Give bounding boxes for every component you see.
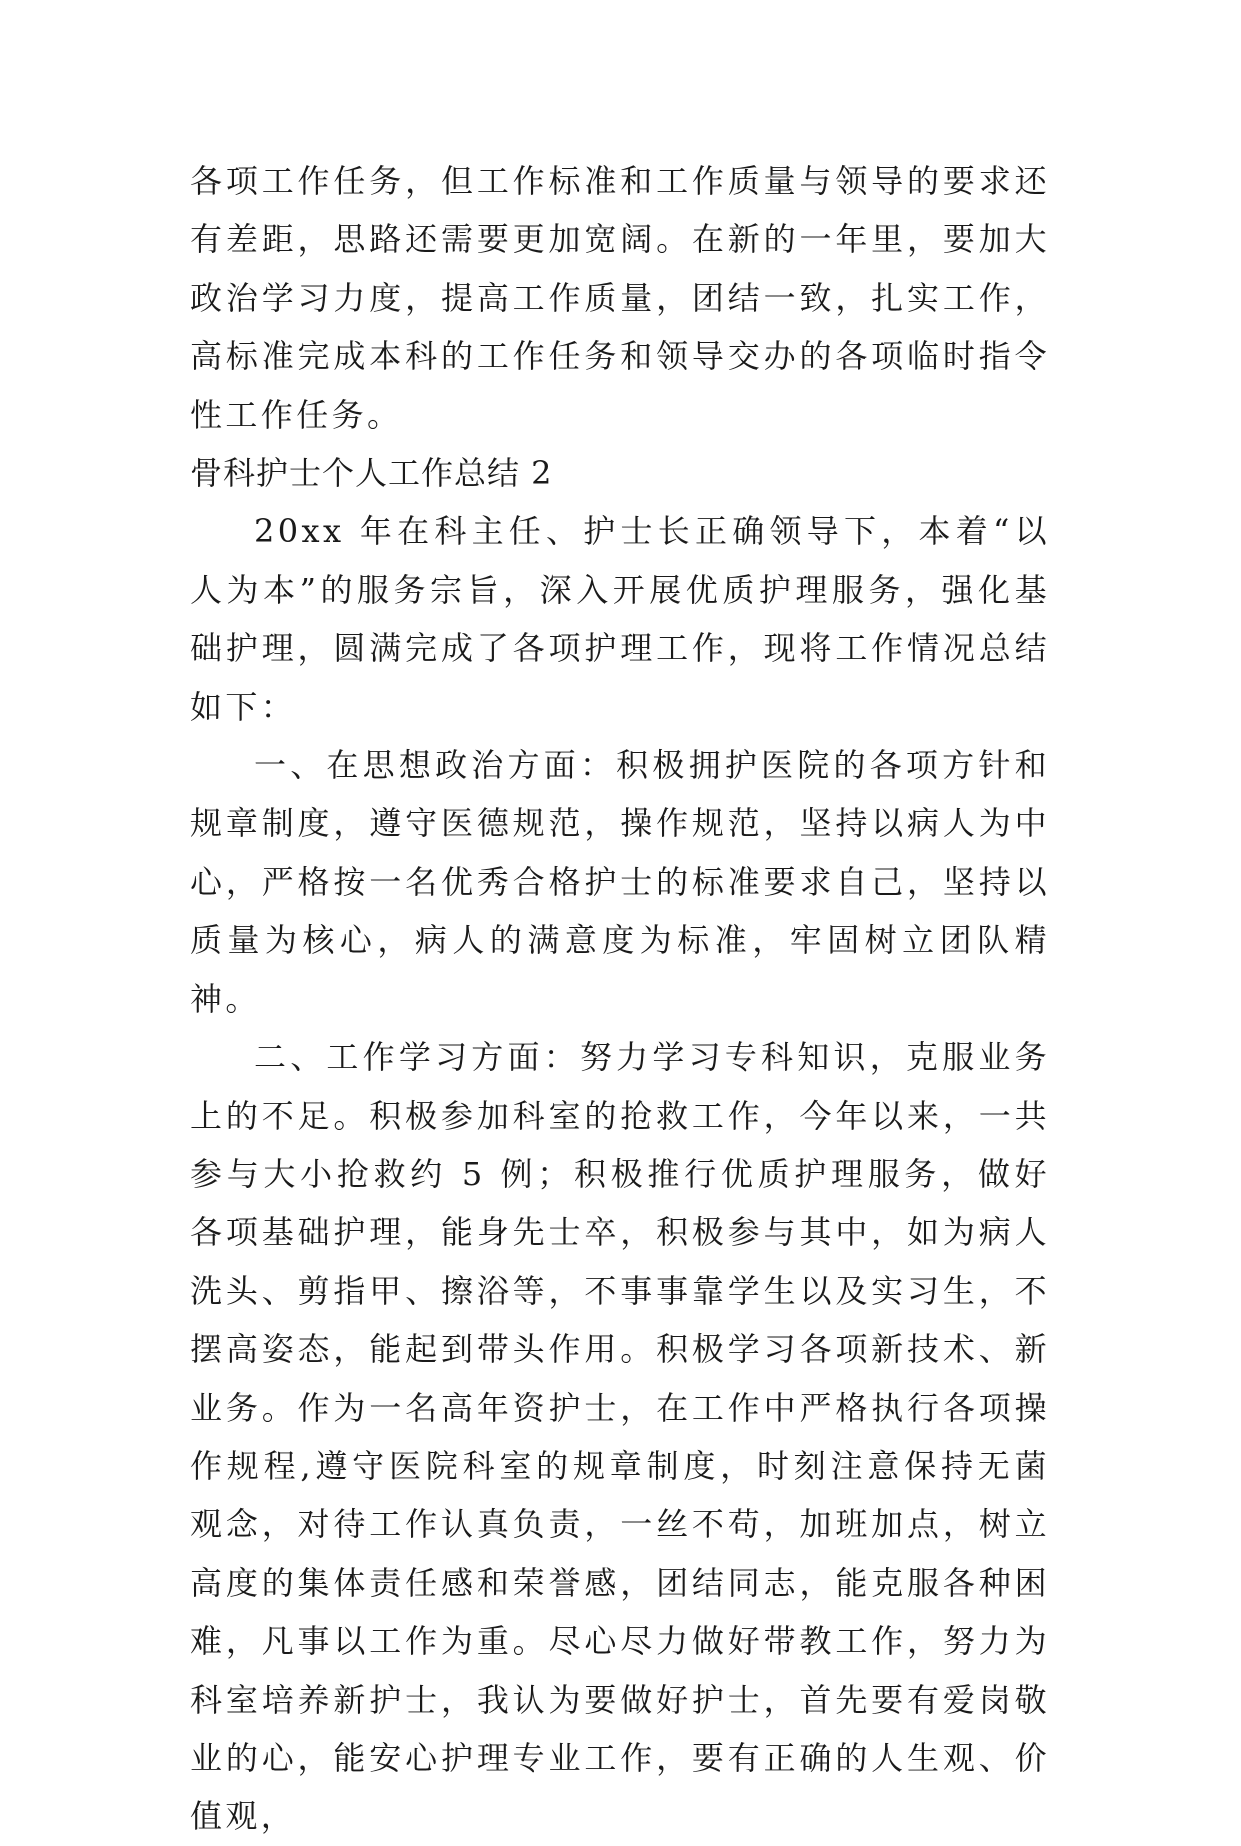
intro-paragraph: 20xx 年在科主任、护士长正确领导下，本着“以人为本”的服务宗旨，深入开展优质护理服务，强化基础护理，圆满完成了各项护理工作，现将工作情况总结如下： (190, 512, 1050, 726)
section-heading: 骨科护士个人工作总结 2 (190, 454, 553, 493)
document-body (190, 152, 1050, 1846)
work-study-section-paragraph: 二、工作学习方面：努力学习专科知识，克服业务上的不足。积极参加科室的抢救工作，今年以来，一共参与大小抢救约 5 例；积极推行优质护理服务，做好各项基础护理，能身先士卒，积极参与其中，如为病人洗头、剪指甲、擦浴等，不事事靠学生以及实习生，不摆高姿态，能起到带头作用。积极学习各项新技术、新业务。作为一名高年资护士，在工作中严格执行各项操作规程,遵守医院科室的规章制度，时刻注意保持无菌观念，对待工作认真负责，一丝不苟，加班加点，树立高度的集体责任感和荣誉感，团结同志，能克服各种困难，凡事以工作为重。尽心尽力做好带教工作，努力为科室培养新护士，我认为要做好护士，首先要有爱岗敬业的心，能安心护理专业工作，要有正确的人生观、价值观， (190, 1038, 1050, 1836)
political-section-paragraph: 一、在思想政治方面：积极拥护医院的各项方针和规章制度，遵守医德规范，操作规范，坚持以病人为中心，严格按一名优秀合格护士的标准要求自己，坚持以质量为核心，病人的满意度为标准，牢固树立团队精神。 (190, 746, 1050, 1018)
continuation-paragraph: 各项工作任务，但工作标准和工作质量与领导的要求还有差距，思路还需要更加宽阔。在新的一年里，要加大政治学习力度，提高工作质量，团结一致，扎实工作，高标准完成本科的工作任务和领导交办的各项临时指令性工作任务。 (190, 162, 1050, 434)
